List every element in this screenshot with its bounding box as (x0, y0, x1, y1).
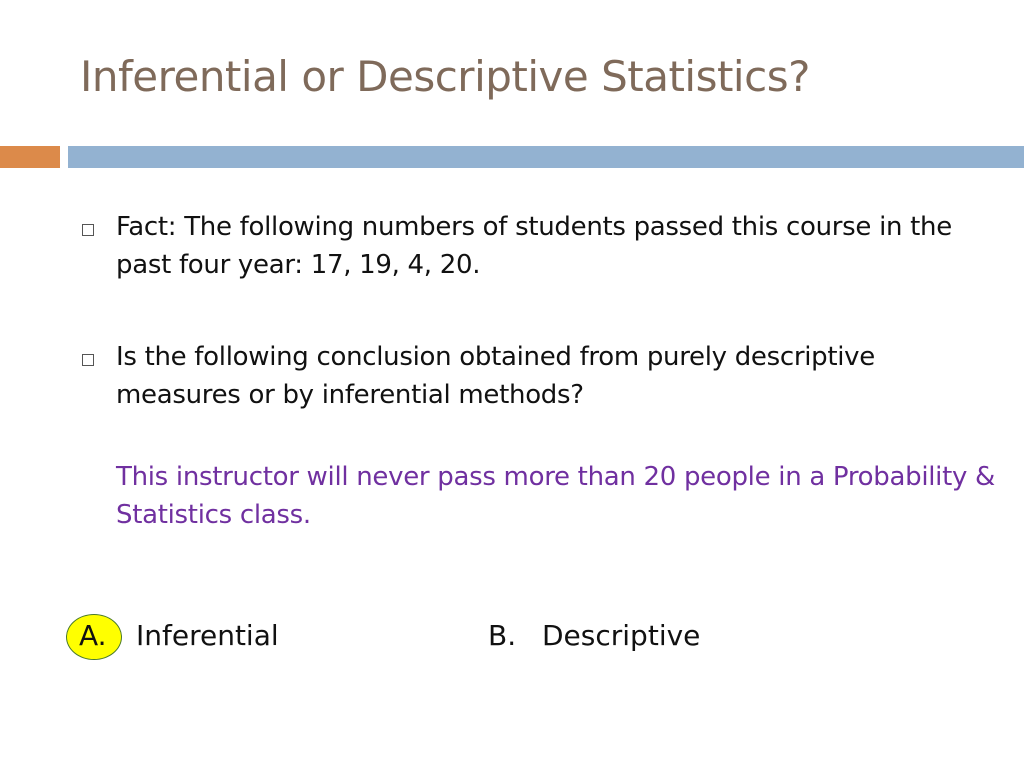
answer-options (0, 614, 1024, 664)
answer-b-label: Descriptive (542, 619, 701, 652)
header-divider-bar (68, 146, 1024, 168)
answer-a-letter: A. (79, 619, 107, 652)
answer-b-letter: B. (488, 619, 517, 652)
answer-a-label: Inferential (136, 619, 279, 652)
accent-bar (0, 146, 60, 168)
bullet-fact-text: Fact: The following numbers of students passed this course in the past four year: 17, 19, 4, 20. (116, 212, 952, 280)
bullet-square-icon (82, 354, 94, 366)
slide-title: Inferential or Descriptive Statistics? (80, 52, 810, 101)
conclusion-statement: This instructor will never pass more than 20 people in a Probability & Statistics class. (116, 462, 996, 530)
bullet-question-text: Is the following conclusion obtained from purely descriptive measures or by inferential methods? (116, 342, 875, 410)
bullet-square-icon (82, 224, 94, 236)
